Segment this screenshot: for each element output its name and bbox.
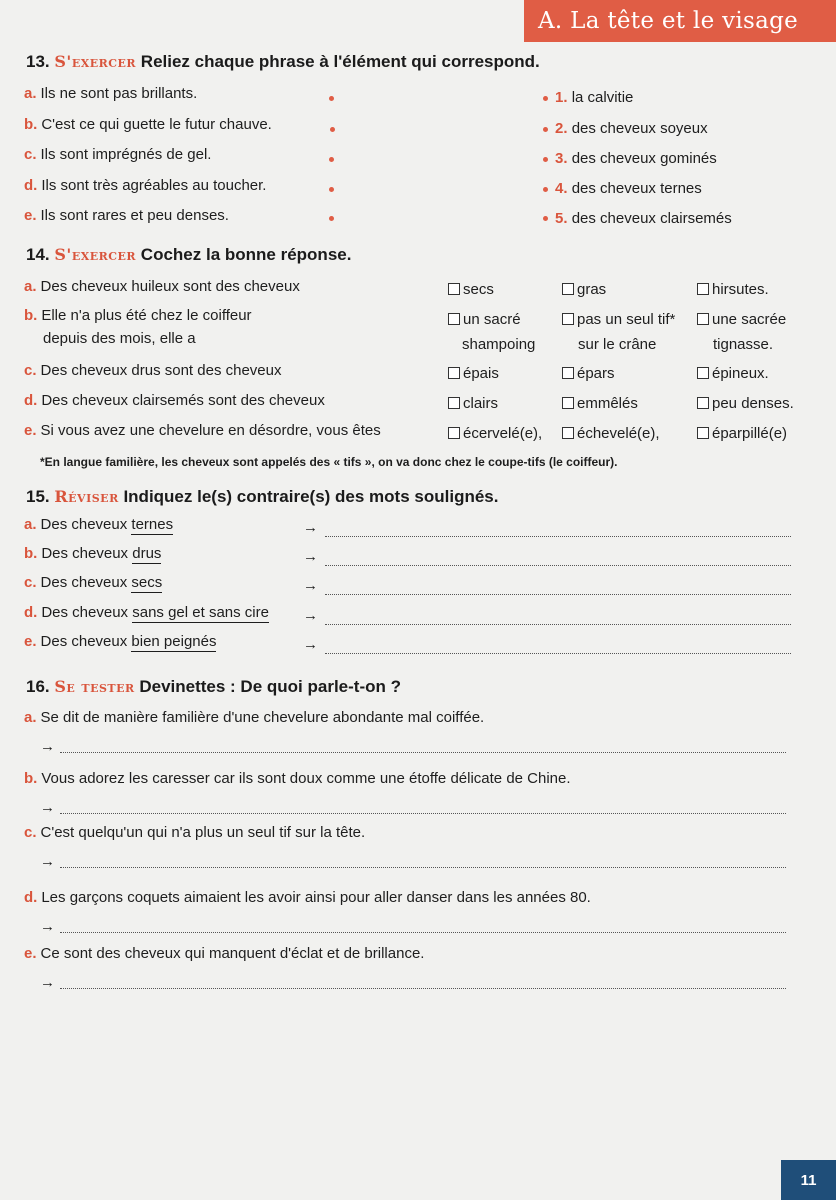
checkbox-option[interactable]: échevelé(e), — [562, 425, 660, 442]
checkbox-icon[interactable] — [448, 283, 460, 295]
checkbox-option-continued: shampoing — [462, 336, 536, 353]
checkbox-icon[interactable] — [448, 397, 460, 409]
opposite-question: b. Des cheveux drus — [24, 545, 162, 562]
underlined-word: drus — [132, 545, 162, 562]
exercise-kind: S'exercer — [54, 245, 137, 264]
answer-line[interactable] — [60, 988, 786, 989]
answer-line[interactable] — [60, 813, 786, 814]
checkbox-option[interactable]: gras — [562, 281, 606, 298]
checkbox-icon[interactable] — [697, 283, 709, 295]
checkbox-option[interactable]: secs — [448, 281, 494, 298]
exercise-kind: Réviser — [54, 487, 119, 506]
answer-line[interactable] — [325, 594, 791, 595]
match-right-item: 3. des cheveux gominés — [555, 150, 717, 167]
arrow-icon: → — [40, 738, 55, 755]
exercise-16-title — [26, 677, 401, 697]
checkbox-option-continued: sur le crâne — [578, 336, 657, 353]
match-left-item: b. C'est ce qui guette le futur chauve. — [24, 116, 272, 133]
question-text: b. Elle n'a plus été chez le coiffeur — [24, 307, 252, 324]
question-text: d. Des cheveux clairsemés sont des cheveux — [24, 392, 325, 409]
exercise-number: 16. — [26, 677, 50, 696]
page-number: 11 — [781, 1160, 836, 1200]
match-dot[interactable] — [543, 187, 548, 192]
answer-line[interactable] — [325, 536, 791, 537]
checkbox-icon[interactable] — [697, 397, 709, 409]
match-dot[interactable] — [543, 96, 548, 101]
checkbox-option[interactable]: pas un seul tif* — [562, 311, 675, 328]
arrow-icon: → — [40, 918, 55, 935]
answer-line[interactable] — [60, 752, 786, 753]
checkbox-option[interactable]: épais — [448, 365, 499, 382]
checkbox-option[interactable]: éparpillé(e) — [697, 425, 787, 442]
match-left-item: e. Ils sont rares et peu denses. — [24, 207, 229, 224]
match-dot[interactable] — [330, 127, 335, 132]
exercise-number: 14. — [26, 245, 50, 264]
checkbox-option[interactable]: hirsutes. — [697, 281, 769, 298]
checkbox-option[interactable]: écervelé(e), — [448, 425, 542, 442]
checkbox-option[interactable]: une sacrée — [697, 311, 786, 328]
match-left-item: d. Ils sont très agréables au toucher. — [24, 177, 267, 194]
riddle-text: b. Vous adorez les caresser car ils sont doux comme une étoffe délicate de Chine. — [24, 770, 571, 787]
underlined-word: secs — [131, 574, 163, 591]
answer-line[interactable] — [60, 932, 786, 933]
match-right-item: 5. des cheveux clairsemés — [555, 210, 732, 227]
question-text: a. Des cheveux huileux sont des cheveux — [24, 278, 300, 295]
underlined-word: bien peignés — [131, 633, 217, 650]
match-right-item: 4. des cheveux ternes — [555, 180, 702, 197]
exercise-15-title — [26, 487, 498, 507]
match-dot[interactable] — [543, 216, 548, 221]
answer-line[interactable] — [325, 624, 791, 625]
checkbox-option[interactable]: clairs — [448, 395, 498, 412]
riddle-text: e. Ce sont des cheveux qui manquent d'éclat et de brillance. — [24, 945, 425, 962]
arrow-icon: → — [40, 799, 55, 816]
match-left-item: c. Ils sont imprégnés de gel. — [24, 146, 212, 163]
checkbox-option[interactable]: emmêlés — [562, 395, 638, 412]
arrow-icon: → — [40, 853, 55, 870]
exercise-number: 13. — [26, 52, 50, 71]
riddle-text: c. C'est quelqu'un qui n'a plus un seul tif sur la tête. — [24, 824, 366, 841]
checkbox-icon[interactable] — [448, 427, 460, 439]
checkbox-icon[interactable] — [562, 367, 574, 379]
exercise-kind: S'exercer — [54, 52, 137, 71]
arrow-icon: → — [40, 974, 55, 991]
match-dot[interactable] — [543, 127, 548, 132]
riddle-text: d. Les garçons coquets aimaient les avoir ainsi pour aller danser dans les années 80. — [24, 889, 591, 906]
checkbox-option[interactable]: un sacré — [448, 311, 521, 328]
footnote: *En langue familière, les cheveux sont appelés des « tifs », on va donc chez le coupe-tifs (le coiffeur). — [40, 455, 618, 469]
opposite-question: a. Des cheveux ternes — [24, 516, 174, 533]
arrow-icon: → — [303, 636, 318, 653]
checkbox-icon[interactable] — [697, 367, 709, 379]
checkbox-icon[interactable] — [697, 427, 709, 439]
checkbox-icon[interactable] — [562, 427, 574, 439]
match-right-item: 1. la calvitie — [555, 89, 634, 106]
checkbox-icon[interactable] — [562, 283, 574, 295]
question-text: e. Si vous avez une chevelure en désordre, vous êtes — [24, 422, 381, 439]
exercise-number: 15. — [26, 487, 50, 506]
answer-line[interactable] — [325, 565, 791, 566]
checkbox-option[interactable]: épineux. — [697, 365, 769, 382]
arrow-icon: → — [303, 519, 318, 536]
exercise-instruction: Cochez la bonne réponse. — [140, 245, 352, 264]
exercise-instruction: Devinettes : De quoi parle-t-on ? — [139, 677, 401, 696]
checkbox-option[interactable]: peu denses. — [697, 395, 794, 412]
exercise-kind: Se tester — [54, 677, 135, 696]
checkbox-icon[interactable] — [448, 367, 460, 379]
exercise-14-title — [26, 245, 351, 265]
opposite-question: d. Des cheveux sans gel et sans cire — [24, 604, 269, 621]
underlined-word: ternes — [131, 516, 174, 533]
opposite-question: c. Des cheveux secs — [24, 574, 163, 591]
opposite-question: e. Des cheveux bien peignés — [24, 633, 217, 650]
underlined-word: sans gel et sans cire — [132, 604, 269, 621]
match-dot[interactable] — [329, 157, 334, 162]
match-dot[interactable] — [543, 157, 548, 162]
match-dot[interactable] — [329, 96, 334, 101]
exercise-13-title — [26, 52, 540, 72]
answer-line[interactable] — [60, 867, 786, 868]
match-dot[interactable] — [329, 216, 334, 221]
checkbox-icon[interactable] — [448, 313, 460, 325]
match-dot[interactable] — [329, 187, 334, 192]
match-left-item: a. Ils ne sont pas brillants. — [24, 85, 198, 102]
question-text-continued: depuis des mois, elle a — [43, 330, 196, 347]
arrow-icon: → — [303, 548, 318, 565]
answer-line[interactable] — [325, 653, 791, 654]
arrow-icon: → — [303, 577, 318, 594]
arrow-icon: → — [303, 607, 318, 624]
exercise-instruction: Indiquez le(s) contraire(s) des mots soulignés. — [123, 487, 499, 506]
checkbox-icon[interactable] — [562, 397, 574, 409]
match-right-item: 2. des cheveux soyeux — [555, 120, 708, 137]
checkbox-icon[interactable] — [562, 313, 574, 325]
question-text: c. Des cheveux drus sont des cheveux — [24, 362, 282, 379]
checkbox-option-continued: tignasse. — [713, 336, 774, 353]
riddle-text: a. Se dit de manière familière d'une chevelure abondante mal coiffée. — [24, 709, 485, 726]
checkbox-icon[interactable] — [697, 313, 709, 325]
exercise-instruction: Reliez chaque phrase à l'élément qui correspond. — [140, 52, 540, 71]
section-title: A. La tête et le visage — [524, 0, 836, 42]
checkbox-option[interactable]: épars — [562, 365, 615, 382]
